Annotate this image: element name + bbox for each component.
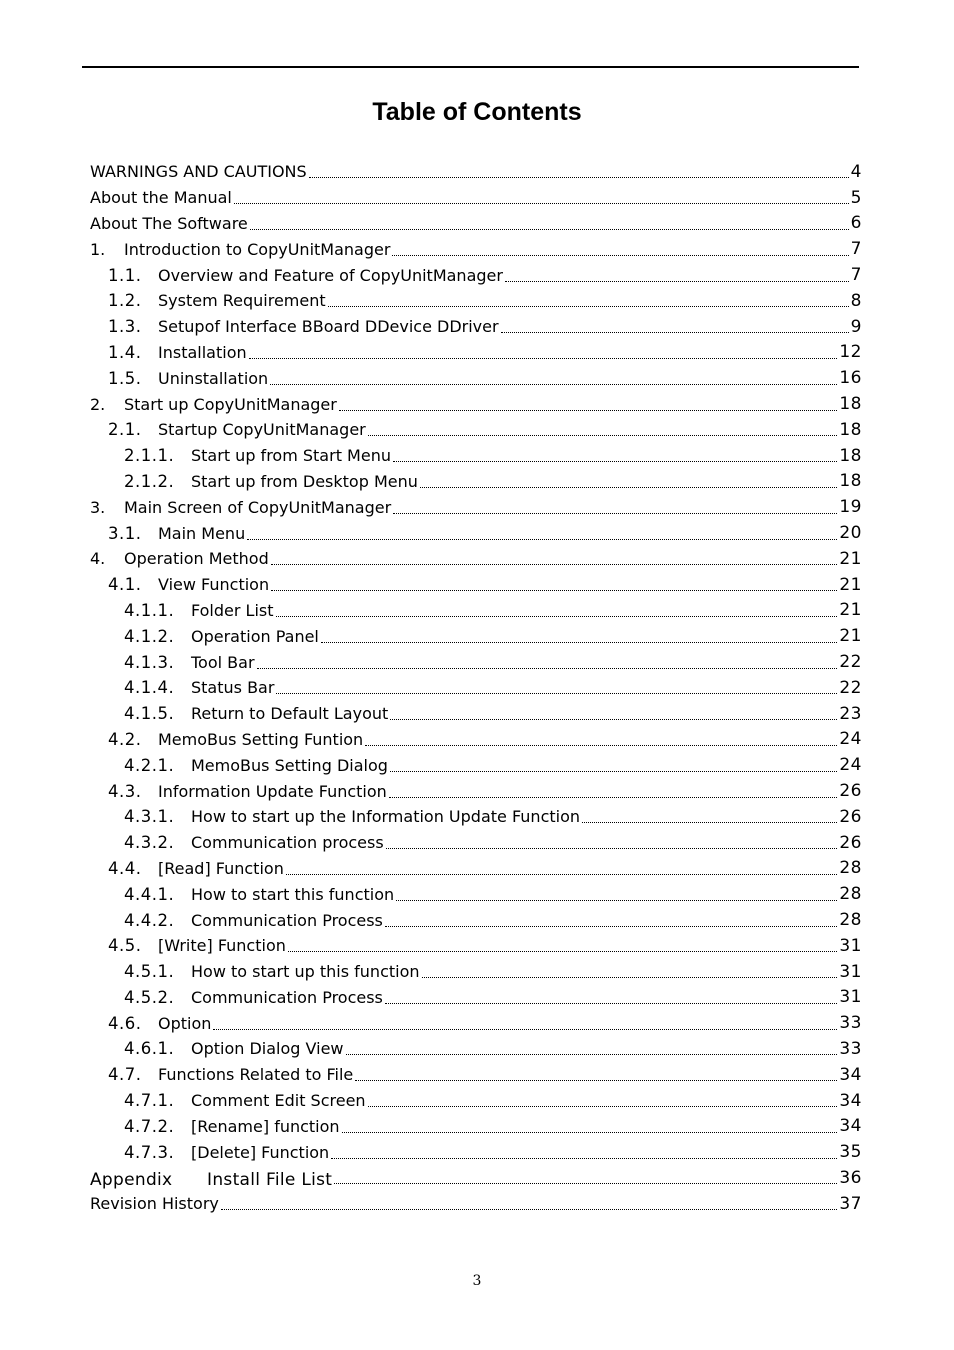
toc-entry-page: 33 <box>839 1013 862 1034</box>
toc-entry-number: 1. <box>90 239 106 259</box>
toc-entry[interactable] <box>90 804 862 830</box>
toc-entry-page: 28 <box>839 910 862 930</box>
dot-leader <box>368 1106 838 1107</box>
dot-leader <box>331 1158 837 1159</box>
toc-entry[interactable] <box>90 314 862 340</box>
toc-entry-number: 4.7.3. <box>124 1142 175 1162</box>
toc-entry[interactable] <box>90 701 862 727</box>
toc-entry-label: MemoBus Setting Dialog <box>191 755 388 775</box>
toc-entry-page: 34 <box>839 1090 862 1111</box>
toc-entry-label: Start up CopyUnitManager <box>124 394 337 414</box>
toc-entry-number: 4.1. <box>108 575 142 595</box>
toc-entry-page: 28 <box>839 884 862 905</box>
toc-entry-number: 4.3.2. <box>124 833 175 853</box>
toc-entry[interactable] <box>90 1088 862 1114</box>
toc-entry-page: 21 <box>839 548 862 569</box>
toc-entry-label: [Read] Function <box>158 858 284 878</box>
toc-entry-label: Operation Panel <box>191 626 319 646</box>
dot-leader <box>389 797 838 798</box>
toc-entry-number: 4.2. <box>108 729 142 749</box>
dot-leader <box>501 332 849 333</box>
dot-leader <box>249 358 838 359</box>
dot-leader <box>420 487 837 488</box>
toc-entry[interactable] <box>90 159 862 185</box>
toc-entry[interactable] <box>90 985 862 1011</box>
toc-entry-label: Option Dialog View <box>191 1039 344 1059</box>
toc-entry-page: 19 <box>839 497 862 518</box>
dot-leader <box>257 668 838 669</box>
toc-entry[interactable] <box>90 1062 862 1088</box>
toc-entry-page: 5 <box>850 187 862 208</box>
toc-entry-page: 6 <box>850 213 862 234</box>
toc-entry-page: 16 <box>839 368 862 389</box>
toc-entry-label: Comment Edit Screen <box>191 1091 366 1111</box>
dot-leader <box>270 384 837 385</box>
header-rule <box>82 66 859 68</box>
toc-entry-page: 7 <box>850 265 862 286</box>
toc-entry[interactable] <box>90 1036 862 1062</box>
toc-entry-label: Functions Related to File <box>158 1065 354 1085</box>
dot-leader <box>393 461 837 462</box>
toc-entry-label: Start up from Start Menu <box>191 446 391 466</box>
toc-entry-number: 2.1.2. <box>124 471 175 491</box>
toc-entry-number: 4.4. <box>108 858 142 878</box>
toc-entry-page: 21 <box>839 600 862 621</box>
toc-entry-label: Status Bar <box>191 678 275 698</box>
toc-entry-number: 2.1.1. <box>124 446 175 466</box>
toc-entry-number: 4.1.4. <box>124 678 175 698</box>
toc-entry-page: 21 <box>839 626 862 647</box>
toc-entry-number: 4.3.1. <box>124 807 175 827</box>
toc-entry[interactable] <box>90 236 862 262</box>
toc-entry[interactable] <box>90 881 862 907</box>
toc-entry-page: 28 <box>839 858 862 879</box>
toc-entry-label: Option <box>158 1013 212 1033</box>
page-number: 3 <box>472 1273 482 1289</box>
dot-leader <box>339 410 838 411</box>
toc-entry-label: View Function <box>158 575 270 595</box>
toc-entry-number: 4.3. <box>108 781 142 801</box>
toc-entry-label: Startup CopyUnitManager <box>158 420 366 440</box>
toc-entry-number: 2. <box>90 394 106 414</box>
toc-entry-label: Setupof Interface BBoard DDevice DDriver <box>158 317 499 337</box>
toc-entry[interactable] <box>90 1139 862 1165</box>
toc-entry-label: Revision History <box>90 1194 219 1214</box>
dot-leader <box>286 874 838 875</box>
toc-entry-page: 31 <box>839 961 862 982</box>
toc-entry[interactable] <box>90 1191 862 1217</box>
toc-entry-page: 12 <box>839 342 862 363</box>
dot-leader <box>234 203 849 204</box>
toc-entry-label: [Rename] function <box>191 1116 340 1136</box>
dot-leader <box>334 1183 837 1184</box>
dot-leader <box>346 1054 838 1055</box>
toc-entry[interactable] <box>90 1010 862 1036</box>
toc-entry[interactable] <box>90 778 862 804</box>
toc-entry-label: How to start this function <box>191 884 395 904</box>
toc-entry[interactable] <box>90 675 862 701</box>
dot-leader <box>393 513 837 514</box>
toc-entry-number: 1.3. <box>108 317 142 337</box>
toc-entry[interactable] <box>90 959 862 985</box>
toc-entry[interactable] <box>90 185 862 211</box>
toc-entry[interactable] <box>90 494 862 520</box>
toc-entry[interactable] <box>90 262 862 288</box>
toc-entry-page: 21 <box>839 574 862 595</box>
toc-entry[interactable] <box>90 546 862 572</box>
toc-entry-page: 35 <box>839 1142 862 1163</box>
toc-entry-page: 34 <box>839 1116 862 1137</box>
toc-entry-page: 18 <box>839 419 862 440</box>
dot-leader <box>221 1209 837 1210</box>
toc-entry-label: [Delete] Function <box>191 1142 330 1162</box>
dot-leader <box>385 926 837 927</box>
dot-leader <box>213 1029 837 1030</box>
toc-entry-label: [Write] Function <box>158 936 286 956</box>
toc-entry-number: 4.7.1. <box>124 1091 175 1111</box>
toc-entry-page: 26 <box>839 832 862 853</box>
toc-entry[interactable] <box>90 727 862 753</box>
toc-entry-page: 36 <box>839 1167 862 1188</box>
toc-entry-number: 4.1.5. <box>124 704 175 724</box>
page-title: Table of Contents <box>372 98 582 126</box>
toc-entry[interactable] <box>90 907 862 933</box>
toc-entry-number: 1.1. <box>108 265 142 285</box>
toc-entry-page: 31 <box>839 935 862 956</box>
toc-entry-number: 4.7. <box>108 1065 142 1085</box>
toc-entry[interactable] <box>90 391 862 417</box>
dot-leader <box>368 435 838 436</box>
toc-entry[interactable] <box>90 365 862 391</box>
dot-leader <box>271 564 838 565</box>
toc-entry-page: 22 <box>839 677 862 698</box>
toc-entry-page: 18 <box>839 394 862 415</box>
toc-entry-number: 4.5.2. <box>124 987 175 1007</box>
toc-entry-label: Tool Bar <box>191 652 255 672</box>
toc-entry-label: Main Screen of CopyUnitManager <box>124 497 392 517</box>
toc-entry-label: Appendix Install File List <box>90 1170 333 1191</box>
toc-entry-page: 37 <box>839 1193 862 1214</box>
toc-entry[interactable] <box>90 288 862 314</box>
toc-entry-number: 4.7.2. <box>124 1116 175 1136</box>
toc-entry-number: 4.4.1. <box>124 884 175 904</box>
toc-entry[interactable] <box>90 417 862 443</box>
toc-entry[interactable] <box>90 520 862 546</box>
toc-entry-number: 4.1.3. <box>124 652 175 672</box>
toc-entry-label: How to start up the Information Update Function <box>191 807 581 827</box>
toc-entry-page: 22 <box>839 652 862 673</box>
toc-entry-number: 3.1. <box>108 523 142 543</box>
dot-leader <box>505 281 849 282</box>
toc-entry-number: 4.2.1. <box>124 755 175 775</box>
toc-entry-number: 4.1.2. <box>124 626 175 646</box>
dot-leader <box>328 306 849 307</box>
toc-entry-number: 1.5. <box>108 368 142 388</box>
toc-entry[interactable] <box>90 469 862 495</box>
toc-entry-number: 4.5. <box>108 936 142 956</box>
toc-entry[interactable] <box>90 572 862 598</box>
toc-entry-label: Introduction to CopyUnitManager <box>124 239 391 259</box>
toc-entry-number: 4.6. <box>108 1013 142 1033</box>
toc-entry[interactable] <box>90 598 862 624</box>
dot-leader <box>422 977 838 978</box>
toc-entry-page: 18 <box>839 445 862 466</box>
toc-entry-label: Communication Process <box>191 987 383 1007</box>
toc-entry-label: Start up from Desktop Menu <box>191 471 418 491</box>
toc-entry-page: 34 <box>839 1064 862 1085</box>
dot-leader <box>396 900 837 901</box>
toc-entry[interactable] <box>90 649 862 675</box>
toc-entry[interactable] <box>90 1165 862 1191</box>
toc-entry-page: 24 <box>839 729 862 750</box>
toc-entry-number: 4. <box>90 549 106 569</box>
toc-entry-page: 31 <box>839 987 862 1008</box>
dot-leader <box>247 539 837 540</box>
toc-entry[interactable] <box>90 830 862 856</box>
toc-entry-number: 2.1. <box>108 420 142 440</box>
dot-leader <box>271 590 837 591</box>
toc-entry[interactable] <box>90 1113 862 1139</box>
toc-entry-page: 9 <box>850 316 862 337</box>
dot-leader <box>386 848 838 849</box>
toc-entry-number: 1.4. <box>108 342 142 362</box>
table-of-contents <box>90 159 862 1217</box>
toc-entry-label: Uninstallation <box>158 368 269 388</box>
toc-entry-label: WARNINGS AND CAUTIONS <box>90 162 307 182</box>
toc-entry[interactable] <box>90 443 862 469</box>
dot-leader <box>392 255 848 256</box>
toc-entry[interactable] <box>90 340 862 366</box>
dot-leader <box>365 745 837 746</box>
toc-entry-number: 4.4.2. <box>124 910 175 930</box>
toc-entry-label: Installation <box>158 342 247 362</box>
toc-entry-label: System Requirement <box>158 291 326 311</box>
toc-entry[interactable] <box>90 623 862 649</box>
dot-leader <box>390 771 837 772</box>
toc-entry-page: 4 <box>850 161 862 182</box>
toc-entry-page: 20 <box>839 523 862 544</box>
dot-leader <box>288 951 837 952</box>
dot-leader <box>582 822 837 823</box>
toc-entry-number: 4.1.1. <box>124 600 175 620</box>
toc-entry-label: Return to Default Layout <box>191 704 389 724</box>
toc-entry[interactable] <box>90 933 862 959</box>
dot-leader <box>390 719 837 720</box>
toc-entry-page: 33 <box>839 1038 862 1059</box>
dot-leader <box>385 1003 837 1004</box>
dot-leader <box>355 1080 837 1081</box>
toc-entry[interactable] <box>90 856 862 882</box>
dot-leader <box>276 693 837 694</box>
toc-entry[interactable] <box>90 752 862 778</box>
toc-entry-label: About the Manual <box>90 188 232 208</box>
toc-entry-number: 4.6.1. <box>124 1039 175 1059</box>
toc-entry-number: 3. <box>90 497 106 517</box>
toc-entry-page: 23 <box>839 703 862 724</box>
toc-entry-page: 26 <box>839 781 862 802</box>
toc-entry-label: Communication Process <box>191 910 383 930</box>
toc-entry-page: 26 <box>839 806 862 827</box>
toc-entry-label: About The Software <box>90 213 248 233</box>
dot-leader <box>250 229 849 230</box>
dot-leader <box>309 177 849 178</box>
toc-entry[interactable] <box>90 211 862 237</box>
toc-entry-label: Folder List <box>191 600 274 620</box>
toc-entry-page: 8 <box>850 290 862 311</box>
toc-entry-label: Main Menu <box>158 523 246 543</box>
toc-entry-number: 1.2. <box>108 291 142 311</box>
toc-entry-label: Communication process <box>191 833 384 853</box>
dot-leader <box>321 642 837 643</box>
dot-leader <box>342 1132 838 1133</box>
toc-entry-label: How to start up this function <box>191 962 420 982</box>
toc-entry-page: 7 <box>850 239 862 260</box>
toc-entry-number: 4.5.1. <box>124 962 175 982</box>
dot-leader <box>276 616 838 617</box>
toc-entry-label: Overview and Feature of CopyUnitManager <box>158 265 503 285</box>
toc-entry-label: MemoBus Setting Funtion <box>158 729 364 749</box>
toc-entry-page: 24 <box>839 755 862 776</box>
toc-entry-label: Information Update Function <box>158 781 387 801</box>
toc-entry-page: 18 <box>839 471 862 492</box>
toc-entry-label: Operation Method <box>124 549 269 569</box>
